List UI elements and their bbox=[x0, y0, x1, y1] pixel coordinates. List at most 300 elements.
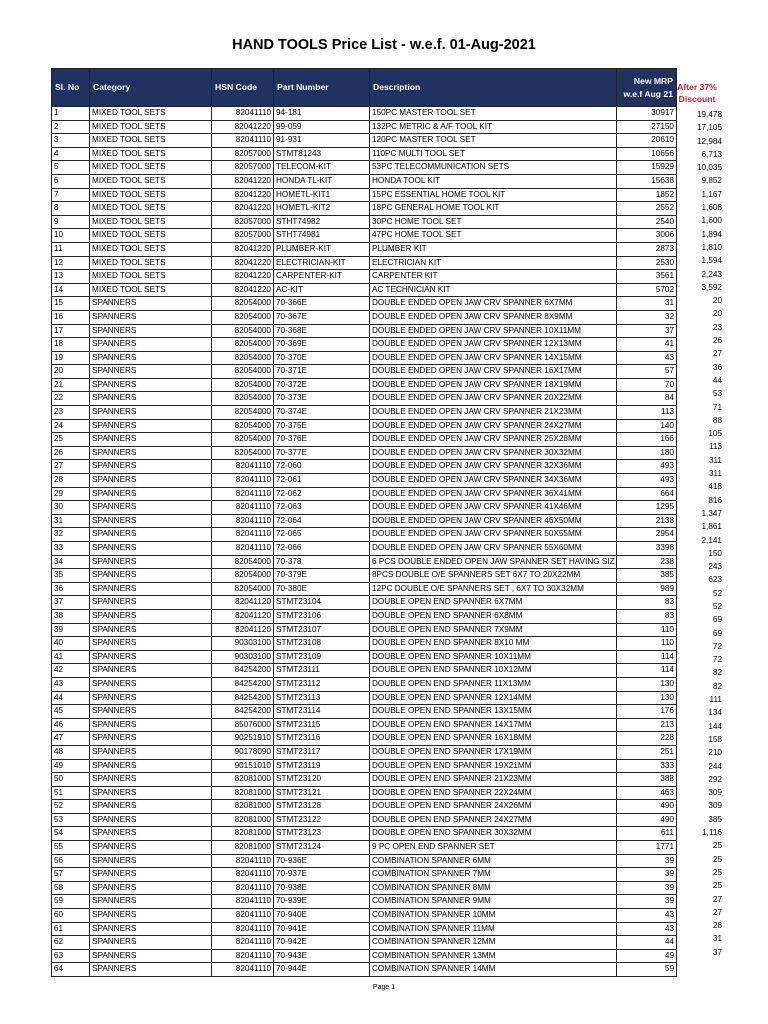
cell-part-number: 70-370E bbox=[274, 351, 370, 365]
cell-new-mrp: 5702 bbox=[617, 283, 677, 297]
cell-sl-no: 8 bbox=[52, 202, 90, 216]
cell-part-number: 70-374E bbox=[274, 406, 370, 420]
cell-hsn-code: 82054000 bbox=[212, 582, 274, 596]
cell-new-mrp: 41 bbox=[617, 338, 677, 352]
cell-description: DOUBLE ENDED OPEN JAW CRV SPANNER 20X22MM bbox=[370, 392, 617, 406]
cell-description: DOUBLE ENDED OPEN JAW CRV SPANNER 32X36MM bbox=[370, 460, 617, 474]
cell-new-mrp: 49 bbox=[617, 949, 677, 963]
cell-hsn-code: 82041110 bbox=[212, 487, 274, 501]
cell-description: DOUBLE ENDED OPEN JAW CRV SPANNER 50X55MM bbox=[370, 528, 617, 542]
cell-sl-no: 38 bbox=[52, 609, 90, 623]
cell-sl-no: 16 bbox=[52, 310, 90, 324]
cell-discount-price: 134 bbox=[708, 708, 722, 718]
cell-part-number: STMT23124 bbox=[274, 841, 370, 855]
cell-hsn-code: 82041110 bbox=[212, 514, 274, 528]
cell-sl-no: 64 bbox=[52, 963, 90, 977]
cell-sl-no: 50 bbox=[52, 773, 90, 787]
header-sl-no: Sl. No bbox=[52, 69, 90, 107]
cell-new-mrp: 251 bbox=[617, 745, 677, 759]
cell-part-number: CARPENTER-KIT bbox=[274, 270, 370, 284]
cell-new-mrp: 3398 bbox=[617, 542, 677, 556]
cell-category: SPANNERS bbox=[90, 963, 212, 977]
cell-part-number: 70-943E bbox=[274, 949, 370, 963]
cell-part-number: STMT23116 bbox=[274, 732, 370, 746]
header-category: Category bbox=[90, 69, 212, 107]
table-row bbox=[52, 922, 677, 936]
cell-description: DOUBLE OPEN END SPANNER 24X26MM bbox=[370, 800, 617, 814]
table-row bbox=[52, 555, 677, 569]
cell-new-mrp: 213 bbox=[617, 718, 677, 732]
cell-new-mrp: 166 bbox=[617, 433, 677, 447]
cell-part-number: HONDA TL-KIT bbox=[274, 174, 370, 188]
table-row bbox=[52, 542, 677, 556]
table-row bbox=[52, 297, 677, 311]
cell-part-number: STMT23123 bbox=[274, 827, 370, 841]
cell-category: MIXED TOOL SETS bbox=[90, 134, 212, 148]
cell-discount-price: 243 bbox=[708, 562, 722, 572]
cell-part-number: 70-371E bbox=[274, 365, 370, 379]
cell-description: 47PC HOME TOOL SET bbox=[370, 229, 617, 243]
cell-discount-price: 144 bbox=[708, 721, 722, 731]
cell-hsn-code: 82041220 bbox=[212, 174, 274, 188]
cell-discount-price: 31 bbox=[712, 934, 722, 944]
page-footer: Page 1 bbox=[372, 984, 396, 991]
cell-sl-no: 48 bbox=[52, 745, 90, 759]
cell-sl-no: 18 bbox=[52, 338, 90, 352]
cell-hsn-code: 85076000 bbox=[212, 718, 274, 732]
cell-new-mrp: 1295 bbox=[617, 501, 677, 515]
cell-hsn-code: 90303100 bbox=[212, 637, 274, 651]
table-row bbox=[52, 637, 677, 651]
table-row bbox=[52, 609, 677, 623]
cell-hsn-code: 82041220 bbox=[212, 202, 274, 216]
cell-sl-no: 10 bbox=[52, 229, 90, 243]
cell-hsn-code: 82054000 bbox=[212, 351, 274, 365]
cell-new-mrp: 333 bbox=[617, 759, 677, 773]
cell-part-number: 72-062 bbox=[274, 487, 370, 501]
cell-category: MIXED TOOL SETS bbox=[90, 229, 212, 243]
cell-description: DOUBLE ENDED OPEN JAW CRV SPANNER 34X36MM bbox=[370, 474, 617, 488]
cell-new-mrp: 39 bbox=[617, 868, 677, 882]
cell-hsn-code: 90303100 bbox=[212, 650, 274, 664]
cell-new-mrp: 39 bbox=[617, 881, 677, 895]
cell-discount-price: 26 bbox=[712, 336, 722, 346]
cell-discount-price: 418 bbox=[708, 482, 722, 492]
cell-category: MIXED TOOL SETS bbox=[90, 215, 212, 229]
cell-discount-price: 27 bbox=[712, 894, 722, 904]
cell-description: DOUBLE ENDED OPEN JAW CRV SPANNER 55X60MM bbox=[370, 542, 617, 556]
cell-sl-no: 1 bbox=[52, 107, 90, 121]
cell-new-mrp: 490 bbox=[617, 800, 677, 814]
cell-part-number: STHT74981 bbox=[274, 229, 370, 243]
cell-sl-no: 49 bbox=[52, 759, 90, 773]
cell-new-mrp: 1852 bbox=[617, 188, 677, 202]
cell-discount-price: 311 bbox=[708, 455, 722, 465]
cell-part-number: STHT74982 bbox=[274, 215, 370, 229]
table-header-row bbox=[52, 69, 677, 107]
cell-category: SPANNERS bbox=[90, 310, 212, 324]
cell-discount-price: 20 bbox=[712, 296, 722, 306]
cell-category: MIXED TOOL SETS bbox=[90, 147, 212, 161]
cell-category: SPANNERS bbox=[90, 609, 212, 623]
cell-discount-price: 72 bbox=[712, 655, 722, 665]
cell-description: 132PC METRIC & A/F TOOL KIT bbox=[370, 120, 617, 134]
cell-hsn-code: 82041110 bbox=[212, 854, 274, 868]
cell-description: DOUBLE ENDED OPEN JAW CRV SPANNER 41X46MM bbox=[370, 501, 617, 515]
cell-discount-price: 19,478 bbox=[696, 110, 722, 119]
cell-hsn-code: 82041220 bbox=[212, 256, 274, 270]
cell-new-mrp: 664 bbox=[617, 487, 677, 501]
cell-part-number: 70-940E bbox=[274, 909, 370, 923]
cell-description: COMBINATION SPANNER 6MM bbox=[370, 854, 617, 868]
cell-sl-no: 13 bbox=[52, 270, 90, 284]
cell-part-number: STMT23106 bbox=[274, 609, 370, 623]
cell-part-number: STMT23117 bbox=[274, 745, 370, 759]
cell-part-number: 99-059 bbox=[274, 120, 370, 134]
cell-new-mrp: 2873 bbox=[617, 242, 677, 256]
cell-description: 53PC TELECOMMUNICATION SETS bbox=[370, 161, 617, 175]
table-row bbox=[52, 460, 677, 474]
cell-category: MIXED TOOL SETS bbox=[90, 202, 212, 216]
cell-hsn-code: 84254200 bbox=[212, 664, 274, 678]
table-row bbox=[52, 569, 677, 583]
table-row bbox=[52, 881, 677, 895]
cell-discount-price: 113 bbox=[708, 442, 722, 452]
cell-part-number: 70-941E bbox=[274, 922, 370, 936]
cell-description: DOUBLE OPEN END SPANNER 6X8MM bbox=[370, 609, 617, 623]
cell-category: SPANNERS bbox=[90, 677, 212, 691]
cell-part-number: STMT23122 bbox=[274, 813, 370, 827]
cell-category: SPANNERS bbox=[90, 514, 212, 528]
cell-hsn-code: 82041110 bbox=[212, 460, 274, 474]
cell-description: DOUBLE ENDED OPEN JAW CRV SPANNER 14X15MM bbox=[370, 351, 617, 365]
table-row bbox=[52, 474, 677, 488]
cell-sl-no: 36 bbox=[52, 582, 90, 596]
cell-hsn-code: 82041110 bbox=[212, 949, 274, 963]
cell-new-mrp: 1771 bbox=[617, 841, 677, 855]
cell-sl-no: 7 bbox=[52, 188, 90, 202]
cell-new-mrp: 130 bbox=[617, 691, 677, 705]
cell-part-number: 72-066 bbox=[274, 542, 370, 556]
cell-part-number: 70-369E bbox=[274, 338, 370, 352]
cell-sl-no: 22 bbox=[52, 392, 90, 406]
cell-discount-price: 69 bbox=[712, 628, 722, 638]
cell-discount-price: 1,116 bbox=[702, 828, 722, 838]
cell-new-mrp: 57 bbox=[617, 365, 677, 379]
cell-new-mrp: 114 bbox=[617, 664, 677, 678]
table-row bbox=[52, 446, 677, 460]
cell-new-mrp: 493 bbox=[617, 460, 677, 474]
table-row bbox=[52, 202, 677, 216]
cell-category: SPANNERS bbox=[90, 868, 212, 882]
cell-description: 8PCS DOUBLE O/E SPANNERS SET 6X7 TO 20X22MM bbox=[370, 569, 617, 583]
table-row bbox=[52, 229, 677, 243]
header-new-mrp bbox=[617, 69, 677, 107]
cell-new-mrp: 493 bbox=[617, 474, 677, 488]
cell-new-mrp: 83 bbox=[617, 609, 677, 623]
cell-new-mrp: 463 bbox=[617, 786, 677, 800]
cell-sl-no: 25 bbox=[52, 433, 90, 447]
cell-new-mrp: 32 bbox=[617, 310, 677, 324]
table-row bbox=[52, 963, 677, 977]
cell-part-number: STMT23113 bbox=[274, 691, 370, 705]
cell-discount-price: 2,141 bbox=[701, 535, 722, 545]
cell-new-mrp: 114 bbox=[617, 650, 677, 664]
cell-new-mrp: 44 bbox=[617, 936, 677, 950]
cell-discount-price: 292 bbox=[708, 774, 722, 784]
cell-part-number: 70-936E bbox=[274, 854, 370, 868]
cell-category: SPANNERS bbox=[90, 637, 212, 651]
cell-sl-no: 51 bbox=[52, 786, 90, 800]
table-row bbox=[52, 147, 677, 161]
cell-sl-no: 4 bbox=[52, 147, 90, 161]
cell-discount-price: 309 bbox=[708, 788, 722, 798]
cell-discount-price: 36 bbox=[712, 362, 722, 372]
cell-part-number: STMT23109 bbox=[274, 650, 370, 664]
table-row bbox=[52, 378, 677, 392]
cell-new-mrp: 989 bbox=[617, 582, 677, 596]
cell-sl-no: 63 bbox=[52, 949, 90, 963]
table-row bbox=[52, 433, 677, 447]
header-new-mrp-line2: w.e.f Aug 21 bbox=[623, 88, 673, 99]
table-row bbox=[52, 813, 677, 827]
cell-sl-no: 17 bbox=[52, 324, 90, 338]
cell-category: SPANNERS bbox=[90, 922, 212, 936]
cell-new-mrp: 39 bbox=[617, 895, 677, 909]
cell-category: SPANNERS bbox=[90, 582, 212, 596]
cell-hsn-code: 82054000 bbox=[212, 406, 274, 420]
cell-discount-price: 82 bbox=[712, 681, 722, 691]
cell-sl-no: 24 bbox=[52, 419, 90, 433]
cell-category: SPANNERS bbox=[90, 705, 212, 719]
cell-hsn-code: 82041120 bbox=[212, 609, 274, 623]
cell-category: SPANNERS bbox=[90, 419, 212, 433]
cell-description: DOUBLE ENDED OPEN JAW CRV SPANNER 36X41MM bbox=[370, 487, 617, 501]
table-row bbox=[52, 310, 677, 324]
cell-description: DOUBLE ENDED OPEN JAW CRV SPANNER 16X17MM bbox=[370, 365, 617, 379]
cell-sl-no: 41 bbox=[52, 650, 90, 664]
cell-description: ELECTRICIAN KIT bbox=[370, 256, 617, 270]
cell-part-number: 70-938E bbox=[274, 881, 370, 895]
cell-hsn-code: 82081000 bbox=[212, 786, 274, 800]
cell-part-number: 70-379E bbox=[274, 569, 370, 583]
cell-hsn-code: 82041220 bbox=[212, 270, 274, 284]
cell-hsn-code: 84254200 bbox=[212, 691, 274, 705]
cell-sl-no: 5 bbox=[52, 161, 90, 175]
cell-discount-price: 244 bbox=[708, 761, 722, 771]
cell-discount-price: 1,894 bbox=[701, 229, 722, 239]
cell-category: MIXED TOOL SETS bbox=[90, 174, 212, 188]
discount-column bbox=[676, 108, 722, 959]
cell-category: SPANNERS bbox=[90, 664, 212, 678]
cell-discount-price: 150 bbox=[708, 548, 722, 558]
cell-description: COMBINATION SPANNER 13MM bbox=[370, 949, 617, 963]
cell-description: 30PC HOME TOOL SET bbox=[370, 215, 617, 229]
cell-sl-no: 23 bbox=[52, 406, 90, 420]
cell-part-number: STMT23128 bbox=[274, 800, 370, 814]
cell-hsn-code: 82054000 bbox=[212, 555, 274, 569]
cell-new-mrp: 10656 bbox=[617, 147, 677, 161]
cell-description: COMBINATION SPANNER 14MM bbox=[370, 963, 617, 977]
cell-description: DOUBLE OPEN END SPANNER 10X12MM bbox=[370, 664, 617, 678]
table-row bbox=[52, 365, 677, 379]
table-row bbox=[52, 582, 677, 596]
cell-discount-price: 82 bbox=[712, 668, 722, 678]
cell-part-number: 70-937E bbox=[274, 868, 370, 882]
cell-description: 12PC DOUBLE O/E SPANNERS SET , 6X7 TO 30X32MM bbox=[370, 582, 617, 596]
cell-hsn-code: 82054000 bbox=[212, 446, 274, 460]
cell-part-number: STMT23114 bbox=[274, 705, 370, 719]
document-title: HAND TOOLS Price List - w.e.f. 01-Aug-2021 bbox=[232, 37, 536, 53]
cell-part-number: STMT81243 bbox=[274, 147, 370, 161]
table-row bbox=[52, 242, 677, 256]
cell-part-number: 94-181 bbox=[274, 107, 370, 121]
cell-sl-no: 28 bbox=[52, 474, 90, 488]
cell-discount-price: 311 bbox=[708, 469, 722, 479]
cell-description: 150PC MASTER TOOL SET bbox=[370, 107, 617, 121]
cell-discount-price: 72 bbox=[712, 641, 722, 651]
cell-hsn-code: 82041110 bbox=[212, 542, 274, 556]
cell-category: MIXED TOOL SETS bbox=[90, 120, 212, 134]
table-row bbox=[52, 161, 677, 175]
cell-discount-price: 20 bbox=[712, 309, 722, 319]
cell-hsn-code: 82054000 bbox=[212, 392, 274, 406]
cell-category: SPANNERS bbox=[90, 487, 212, 501]
cell-discount-price: 37 bbox=[712, 947, 722, 957]
cell-discount-price: 3,592 bbox=[701, 282, 722, 292]
cell-hsn-code: 82041220 bbox=[212, 120, 274, 134]
cell-new-mrp: 228 bbox=[617, 732, 677, 746]
cell-hsn-code: 82041110 bbox=[212, 909, 274, 923]
cell-category: SPANNERS bbox=[90, 718, 212, 732]
cell-sl-no: 57 bbox=[52, 868, 90, 882]
table-row bbox=[52, 705, 677, 719]
cell-category: SPANNERS bbox=[90, 949, 212, 963]
cell-category: SPANNERS bbox=[90, 528, 212, 542]
cell-description: DOUBLE OPEN END SPANNER 14X17MM bbox=[370, 718, 617, 732]
cell-sl-no: 6 bbox=[52, 174, 90, 188]
cell-new-mrp: 176 bbox=[617, 705, 677, 719]
cell-new-mrp: 388 bbox=[617, 773, 677, 787]
cell-part-number: 72-061 bbox=[274, 474, 370, 488]
cell-hsn-code: 82057000 bbox=[212, 215, 274, 229]
cell-sl-no: 33 bbox=[52, 542, 90, 556]
cell-new-mrp: 110 bbox=[617, 623, 677, 637]
cell-part-number: 70-377E bbox=[274, 446, 370, 460]
cell-hsn-code: 82041110 bbox=[212, 528, 274, 542]
price-table bbox=[51, 68, 677, 977]
cell-part-number: 70-378 bbox=[274, 555, 370, 569]
table-row bbox=[52, 868, 677, 882]
table-row bbox=[52, 514, 677, 528]
cell-hsn-code: 82041110 bbox=[212, 963, 274, 977]
cell-discount-price: 17,105 bbox=[696, 123, 722, 133]
cell-description: HONDA TOOL KIT bbox=[370, 174, 617, 188]
cell-sl-no: 21 bbox=[52, 378, 90, 392]
cell-category: MIXED TOOL SETS bbox=[90, 270, 212, 284]
cell-hsn-code: 82054000 bbox=[212, 569, 274, 583]
cell-description: DOUBLE OPEN END SPANNER 19X21MM bbox=[370, 759, 617, 773]
cell-sl-no: 3 bbox=[52, 134, 90, 148]
cell-description: CARPENTER KIT bbox=[370, 270, 617, 284]
cell-part-number: 70-375E bbox=[274, 419, 370, 433]
cell-hsn-code: 82081000 bbox=[212, 773, 274, 787]
cell-sl-no: 20 bbox=[52, 365, 90, 379]
cell-part-number: PLUMBER-KIT bbox=[274, 242, 370, 256]
cell-description: DOUBLE ENDED OPEN JAW CRV SPANNER 18X19MM bbox=[370, 378, 617, 392]
cell-sl-no: 39 bbox=[52, 623, 90, 637]
cell-new-mrp: 3561 bbox=[617, 270, 677, 284]
table-row bbox=[52, 677, 677, 691]
cell-hsn-code: 82041220 bbox=[212, 283, 274, 297]
cell-description: DOUBLE ENDED OPEN JAW CRV SPANNER 30X32MM bbox=[370, 446, 617, 460]
cell-sl-no: 47 bbox=[52, 732, 90, 746]
table-row bbox=[52, 392, 677, 406]
cell-part-number: HOMETL-KIT2 bbox=[274, 202, 370, 216]
cell-discount-price: 105 bbox=[708, 429, 722, 439]
cell-category: MIXED TOOL SETS bbox=[90, 256, 212, 270]
cell-category: SPANNERS bbox=[90, 392, 212, 406]
cell-sl-no: 44 bbox=[52, 691, 90, 705]
table-row bbox=[52, 120, 677, 134]
cell-sl-no: 15 bbox=[52, 297, 90, 311]
cell-hsn-code: 82081000 bbox=[212, 800, 274, 814]
cell-sl-no: 11 bbox=[52, 242, 90, 256]
cell-description: DOUBLE ENDED OPEN JAW CRV SPANNER 24X27MM bbox=[370, 419, 617, 433]
cell-new-mrp: 113 bbox=[617, 406, 677, 420]
cell-sl-no: 37 bbox=[52, 596, 90, 610]
cell-hsn-code: 84254200 bbox=[212, 705, 274, 719]
cell-description: DOUBLE OPEN END SPANNER 17X19MM bbox=[370, 745, 617, 759]
table-row bbox=[52, 800, 677, 814]
cell-category: SPANNERS bbox=[90, 338, 212, 352]
cell-description: DOUBLE OPEN END SPANNER 13X15MM bbox=[370, 705, 617, 719]
table-row bbox=[52, 419, 677, 433]
cell-category: SPANNERS bbox=[90, 501, 212, 515]
cell-discount-price: 27 bbox=[712, 349, 722, 359]
discount-header-line1: After 37% bbox=[677, 82, 717, 92]
cell-category: SPANNERS bbox=[90, 800, 212, 814]
table-row bbox=[52, 745, 677, 759]
cell-description: COMBINATION SPANNER 11MM bbox=[370, 922, 617, 936]
cell-new-mrp: 43 bbox=[617, 909, 677, 923]
cell-hsn-code: 84254200 bbox=[212, 677, 274, 691]
cell-hsn-code: 82054000 bbox=[212, 324, 274, 338]
table-row bbox=[52, 501, 677, 515]
table-row bbox=[52, 107, 677, 121]
cell-sl-no: 31 bbox=[52, 514, 90, 528]
cell-sl-no: 62 bbox=[52, 936, 90, 950]
cell-sl-no: 54 bbox=[52, 827, 90, 841]
cell-hsn-code: 82054000 bbox=[212, 433, 274, 447]
cell-description: DOUBLE ENDED OPEN JAW CRV SPANNER 10X11MM bbox=[370, 324, 617, 338]
cell-hsn-code: 82041120 bbox=[212, 596, 274, 610]
cell-part-number: 70-373E bbox=[274, 392, 370, 406]
cell-category: SPANNERS bbox=[90, 297, 212, 311]
cell-part-number: STMT23119 bbox=[274, 759, 370, 773]
cell-description: 6 PCS DOUBLE ENDED OPEN JAW SPANNER SET HAVING SIZ bbox=[370, 555, 617, 569]
table-row bbox=[52, 406, 677, 420]
cell-category: SPANNERS bbox=[90, 827, 212, 841]
cell-category: SPANNERS bbox=[90, 446, 212, 460]
cell-part-number: 72-064 bbox=[274, 514, 370, 528]
cell-sl-no: 40 bbox=[52, 637, 90, 651]
cell-hsn-code: 82054000 bbox=[212, 297, 274, 311]
cell-part-number: 72-060 bbox=[274, 460, 370, 474]
discount-header-line2: Discount bbox=[678, 94, 716, 104]
cell-hsn-code: 82081000 bbox=[212, 813, 274, 827]
cell-discount-price: 25 bbox=[712, 867, 722, 877]
